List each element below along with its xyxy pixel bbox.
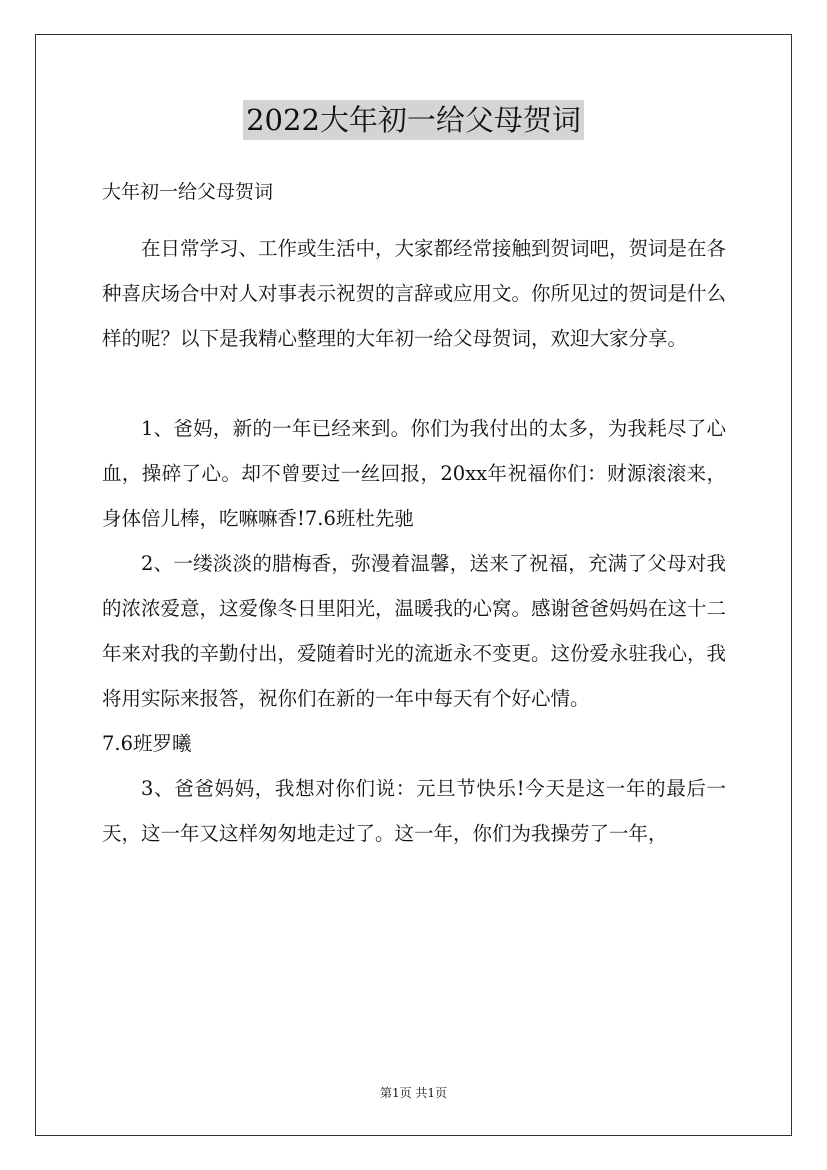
document-subtitle: 大年初一给父母贺词 [102,181,274,203]
document-title: 2022大年初一给父母贺词 [243,100,584,140]
paragraph-3: 3、爸爸妈妈，我想对你们说：元旦节快乐!今天是这一年的最后一天，这一年又这样匆匆地走过了。这一年，你们为我操劳了一年， [102,777,726,845]
paragraph-2: 2、一缕淡淡的腊梅香，弥漫着温馨，送来了祝福，充满了父母对我的浓浓爱意，这爱像冬日里阳光，温暖我的心窝。感谢爸爸妈妈在这十二年来对我的辛勤付出，爱随着时光的流逝永不变更。这份爱永驻我心，我将用实际来报答，祝你们在新的一年中每天有个好心情。 [102,552,727,710]
title-container [0,100,827,140]
paragraph-intro: 在日常学习、工作或生活中，大家都经常接触到贺词吧，贺词是在各种喜庆场合中对人对事表示祝贺的言辞或应用文。你所见过的贺词是什么样的呢？以下是我精心整理的大年初一给父母贺词，欢迎大家分享。 [102,237,727,350]
paragraph-1: 1、爸妈，新的一年已经来到。你们为我付出的太多，为我耗尽了心血，操碎了心。却不曾要过一丝回报，20xx年祝福你们：财源滚滚来，身体倍儿棒，吃嘛嘛香!7.6班杜先驰 [102,417,726,530]
document-body [102,226,726,856]
page-footer: 第1页 共1页 [379,1086,448,1100]
paragraph-2-signature: 7.6班罗曦 [102,732,192,755]
